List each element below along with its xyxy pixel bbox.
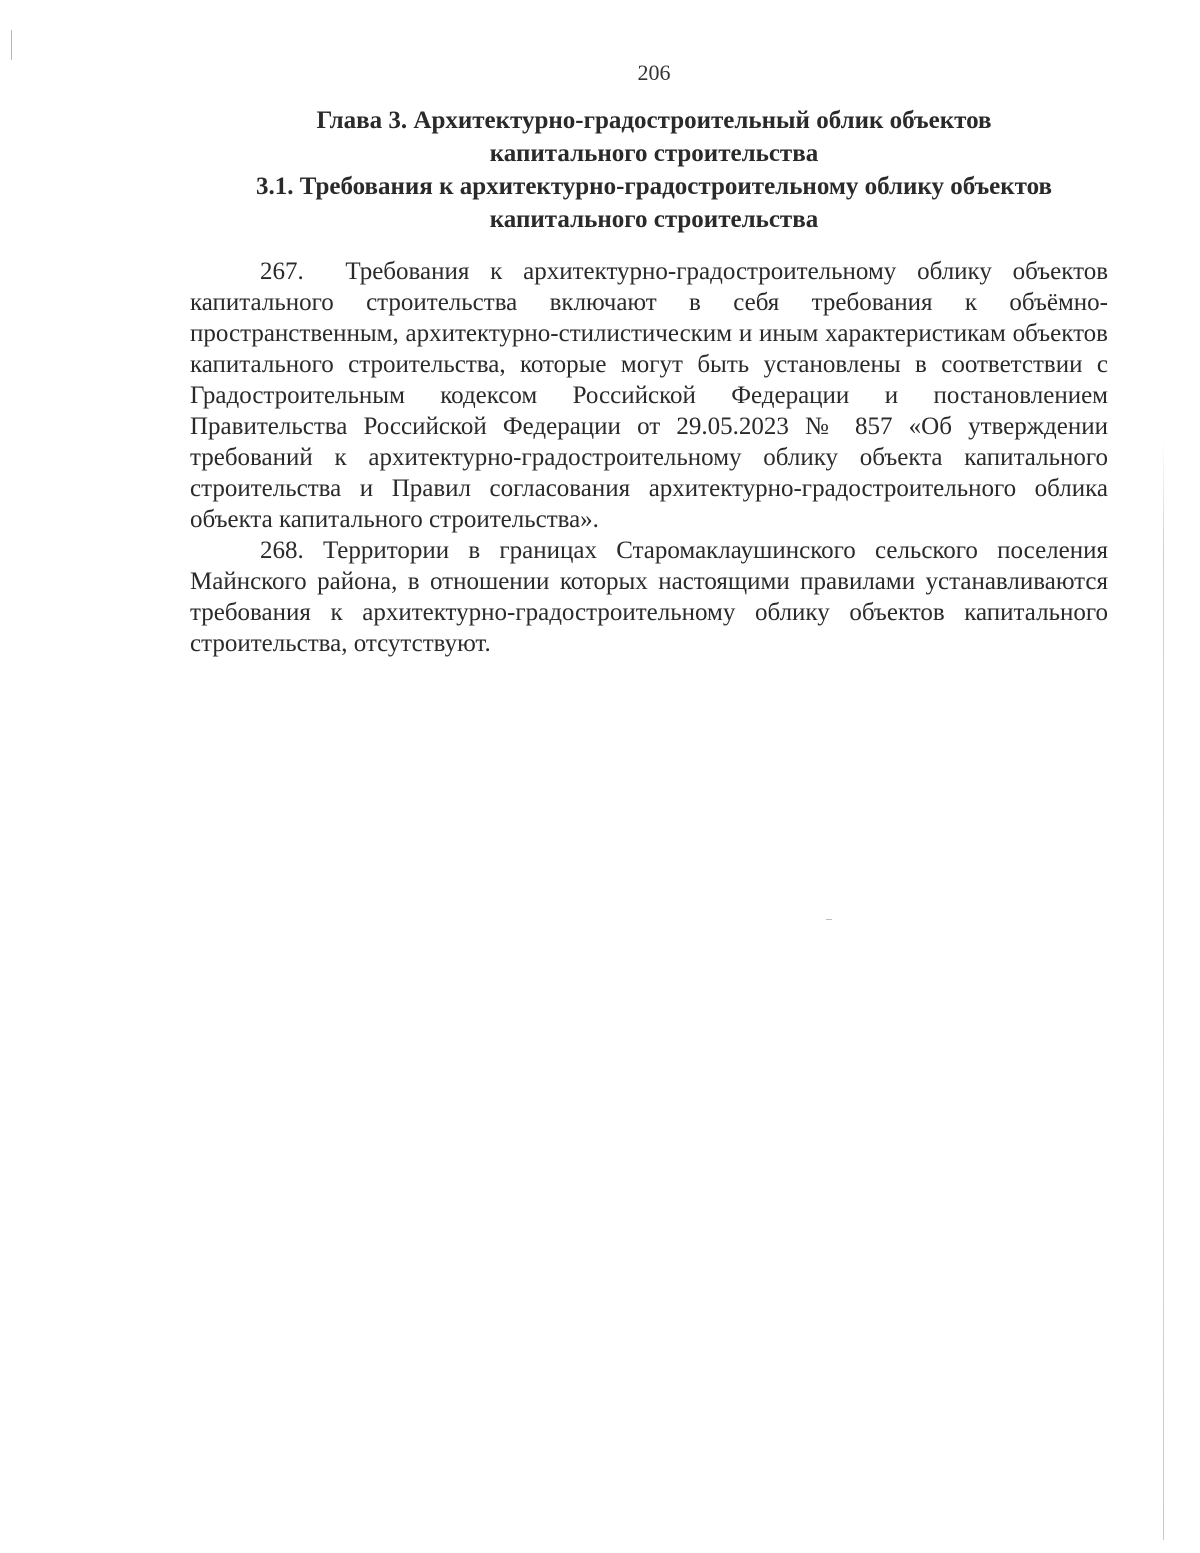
scan-edge-line — [1163, 440, 1164, 1540]
paragraph-268 — [190, 535, 1108, 659]
document-body — [190, 256, 1108, 659]
chapter-title-line1: Глава 3. Архитектурно-градостроительный облик объектов — [316, 107, 992, 134]
section-title-line1: 3.1. Требования к архитектурно-градостроительному облику объектов — [255, 173, 1053, 200]
paragraph-number: 267. — [260, 258, 304, 285]
section-title-line2: капитального строительства — [489, 206, 819, 233]
scan-edge-mark — [11, 30, 12, 60]
scan-speck — [826, 919, 832, 920]
headings-block — [190, 104, 1118, 236]
paragraph-267 — [190, 256, 1108, 535]
paragraph-text: Территории в границах Старомаклаушинского сельского поселения Майнского района, в отношении которых настоящими правилами устанавливаются требования к архитектурно-градостроительному облику объектов капитального строительства, отсутствуют. — [190, 537, 1108, 657]
chapter-title-line2: капитального строительства — [489, 140, 819, 167]
paragraph-number: 268. — [260, 537, 304, 564]
page-number: 206 — [637, 60, 671, 85]
paragraph-text: Требования к архитектурно-градостроительному облику объектов капитального строительства включают в себя требования к объёмно-пространственным, архитектурно-стилистическим и иным характеристикам объектов капитального строительства, которые могут быть установлены в соответствии с Градостроительным кодексом Российской Федерации и постановлением Правительства Российской Федерации от 29.05.2023 № 857 «Об утверждении требований к архитектурно-градостроительному облику объекта капитального строительства и Правил согласования архитектурно-градостроительного облика объекта капитального строительства». — [190, 258, 1108, 533]
